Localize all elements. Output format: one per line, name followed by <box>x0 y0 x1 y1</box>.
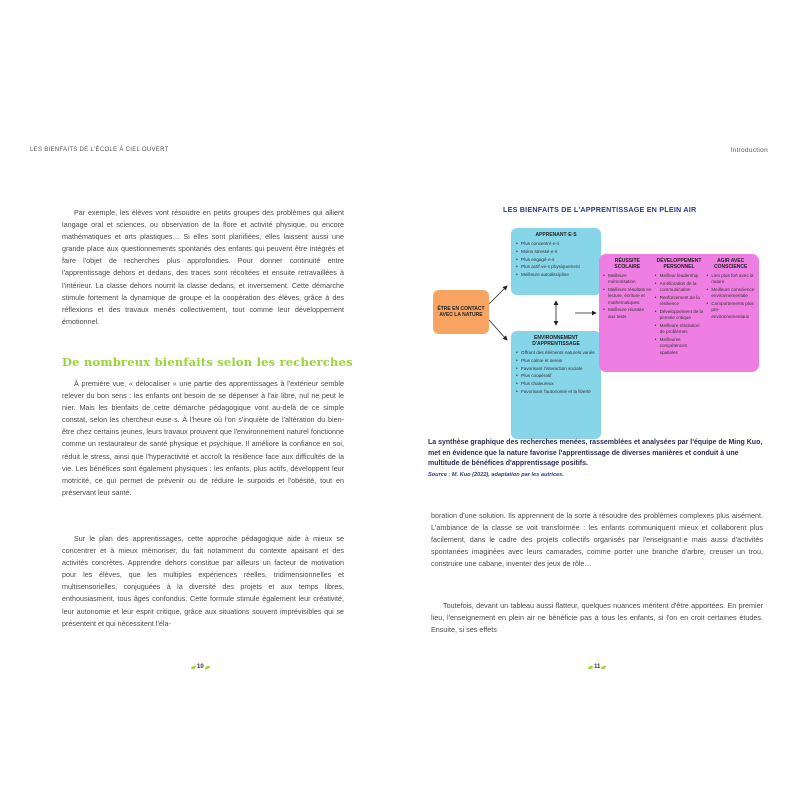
paragraph-text: Par exemple, les élèves vont résoudre en petits groupes des problèmes qui allient langage oral et sciences, ou observation de la flore et activité physique, ou encore mathématiques et arts plastiques… Si elles sont planifiées, elles laissent aussi une grande place aux questionnements spontanés des enfants qui peuvent être intégrés et faire l'objet de recherches plus approfondies. Pour donner continuité entre l'apprentissage dehors et dedans, des traces sont récoltées et ensuite retravaillées à l'intérieur. La classe dehors nourrit la classe dedans, et inversement. Cette démarche stimule fortement la dynamique de groupe et la coopération des élèves, grâce à des réflexions et des travaux menés collectivement, tout comme leur développement émotionnel. <box>62 208 344 326</box>
list-item: • Favorisant l'autonomie et la liberté <box>516 389 596 395</box>
page-number-text: 10 <box>197 664 204 670</box>
list-item: • Meilleure mémorisation <box>603 273 652 286</box>
list-item: • Plus engagé·e·s <box>516 257 596 263</box>
learners-box <box>511 228 601 295</box>
diagram-title: LES BIENFAITS DE L'APPRENTISSAGE EN PLEIN AIR <box>503 205 697 214</box>
benefit-heading: AGIR AVEC CONSCIENCE <box>714 258 748 270</box>
benefit-column-personal-development <box>655 258 704 368</box>
right-paragraph-1 <box>431 510 763 570</box>
leaf-icon <box>191 666 196 669</box>
right-paragraph-2 <box>431 600 763 636</box>
running-head-left: LES BIENFAITS DE L'ÉCOLE À CIEL OUVERT <box>30 147 169 153</box>
list-item: • Meilleures compétences spatiales <box>655 337 704 356</box>
left-paragraph-3 <box>62 533 344 630</box>
list-item: • Meilleurs résultats en lecture, écriture et mathématiques <box>603 287 652 306</box>
list-item: • Meilleur leadership <box>655 273 704 279</box>
list-item: • Lien plus fort avec la nature <box>706 273 755 286</box>
benefit-column-conscious-action <box>706 258 755 368</box>
list-item: • Favorisant l'interaction sociale <box>516 366 596 372</box>
nature-contact-box: ÊTRE EN CONTACT AVEC LA NATURE <box>433 290 489 334</box>
list-item: • Plus actif·ve·s physiquement <box>516 264 596 270</box>
list-item: • Développement de la pensée critique <box>655 309 704 322</box>
benefit-list <box>603 273 652 320</box>
list-item: • Meilleure réussite aux tests <box>603 307 652 320</box>
list-item: • Plus calme et serein <box>516 358 596 364</box>
list-item: • Offrant des éléments naturels variés <box>516 350 596 356</box>
benefit-heading: RÉUSSITE SCOLAIRE <box>614 258 641 270</box>
list-item: • Plus coopératif <box>516 373 596 379</box>
list-item: • Renforcement de la résilience <box>655 295 704 308</box>
list-item: • Plus chaleureux <box>516 381 596 387</box>
benefits-box <box>599 254 759 372</box>
left-paragraph-1 <box>62 207 344 328</box>
benefit-column-school-success <box>603 258 652 368</box>
page-number-right <box>588 664 606 670</box>
list-item: • Moins stressé·e·s <box>516 249 596 255</box>
list-item: • Meilleure autodiscipline <box>516 272 596 278</box>
list-item: • Meilleure conscience environnementale <box>706 287 755 300</box>
environment-box <box>511 331 601 439</box>
list-item: • Comportements plus pro-environnementaux <box>706 301 755 320</box>
learners-heading: APPRENANT·E·S <box>535 232 577 238</box>
list-item: • Plus concentré·e·s <box>516 241 596 247</box>
page-number-text: 11 <box>594 664 601 670</box>
paragraph-text: boration d'une solution. Ils apprennent de la sorte à résoudre des problèmes complexes plus aisément. L'ambiance de la classe se voit transformée : les enfants communiquent mieux et collaborent plus facilement, dans le cadre des projets collectifs organisés par l'enseignant·e mais aussi d'activités spontanées imaginées avec leurs camarades, comme porter une branche d'arbre, creuser un trou, construire une cabane, inventer des jeux de rôle… <box>431 511 763 569</box>
benefit-list <box>655 273 704 356</box>
page-number-left <box>191 664 210 670</box>
list-item: • Amélioration de la communication <box>655 281 704 294</box>
paragraph-text: Toutefois, devant un tableau aussi flatteur, quelques nuances méritent d'être apportées. En premier lieu, l'enseignement en plein air ne bénéficie pas à tous les enfants, si l'on en croit certaines études. Ensuite, si ses effets <box>431 601 763 635</box>
list-item: • Meilleure résolution de problèmes <box>655 323 704 336</box>
section-title: De nombreux bienfaits selon les recherches <box>62 355 353 369</box>
leaf-icon <box>601 666 606 669</box>
caption-text: La synthèse graphique des recherches menées, rassemblées et analysées par l'équipe de Ming Kuo, met en évidence que la nature favorise l'apprentissage de diverses manières et conduit à une multitude de bénéfices d'apprentissage positifs. <box>428 439 763 467</box>
arrow-nature-to-environment <box>489 320 507 340</box>
paragraph-text: À première vue, « délocaliser » une partie des apprentissages à l'extérieur semble relever du bon sens : les enfants ont besoin de se dépenser à l'air libre, nul ne peut le nier. Mais les bienfaits de cette démarche pédagogique vont au-delà de ce simple constat, selon les chercheur·euse·s. À l'heure où l'on s'inquiète de l'altération du bien-être chez certains jeunes, leurs travaux prouvent que l'environnement naturel fonctionne comme un restaurateur de santé physique et psychique. Il améliore la confiance en soi, réduit le stress, ainsi que l'hyperactivité et accroît la résilience face aux difficultés de la vie. Les bénéfices sont également physiques : les enfants, plus actifs, développent leur motricité, ce qui permet de prévenir ou de réduire le surpoids et l'obésité, tout en préservant leur santé. <box>62 379 344 497</box>
learners-list <box>516 241 596 278</box>
running-head-right: Introduction <box>730 147 768 154</box>
left-paragraph-2 <box>62 378 344 499</box>
leaf-icon <box>205 666 210 669</box>
diagram-caption <box>428 438 763 480</box>
caption-source: Source : M. Kuo (2022), adaptation par les autrices. <box>428 471 564 478</box>
benefit-list <box>706 273 755 320</box>
benefit-heading: DÉVELOPPEMENT PERSONNEL <box>656 258 702 270</box>
benefits-diagram <box>431 200 761 440</box>
environment-heading: ENVIRONNEMENT D'APPRENTISSAGE <box>532 335 580 347</box>
leaf-icon <box>588 666 593 669</box>
environment-list <box>516 350 596 395</box>
arrow-nature-to-learners <box>489 286 507 304</box>
paragraph-text: Sur le plan des apprentissages, cette approche pédagogique aide à mieux se concentrer et à mieux mémoriser, du fait notamment du contexte apaisant et des activités concrètes. Apprendre dehors constitue par ailleurs un facteur de motivation pour les élèves, que les multiples expériences réelles, tridimensionnelles et multisensorielles, conjuguées à la diversité des projets et aux temps libres, enthousiasment, tous âges confondus. Cette formule stimule également leur créativité, leur autonomie et leur esprit critique, grâce aux situations souvent imprévisibles qui se présentent et qui nécessitent l'éla- <box>62 534 344 628</box>
